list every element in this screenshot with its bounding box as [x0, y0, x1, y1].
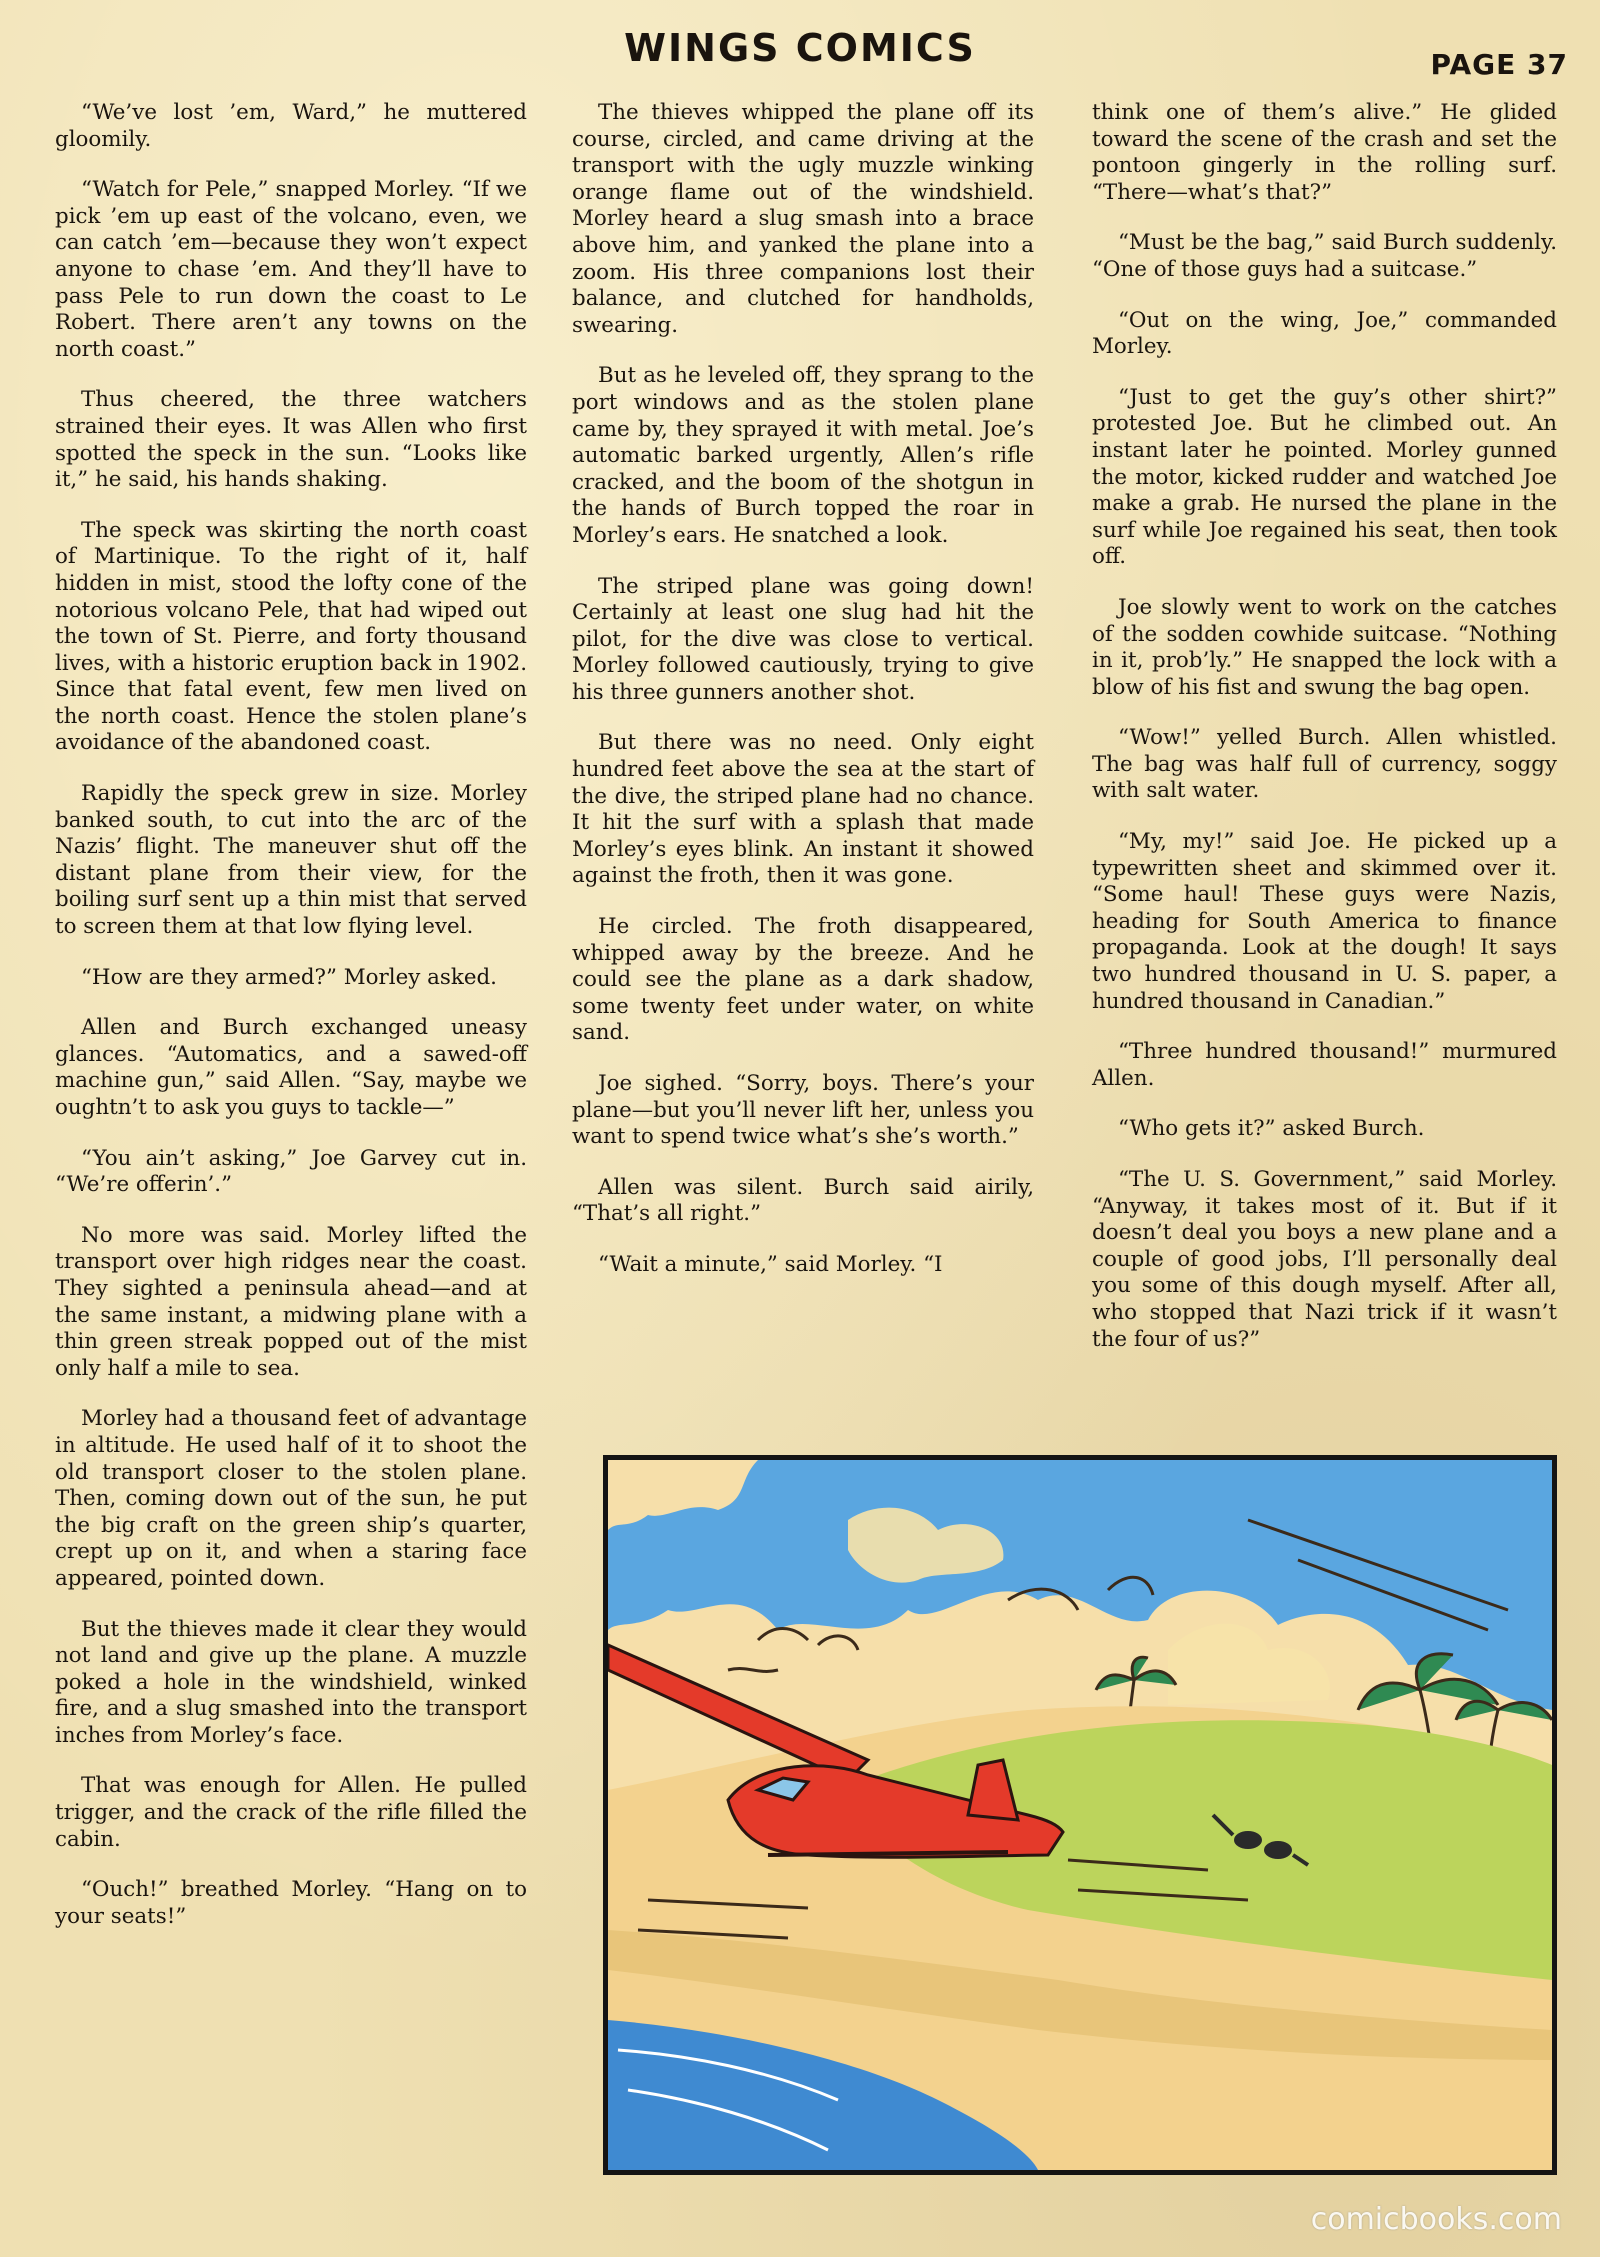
paragraph: “Wait a minute,” said Morley. “I — [598, 1251, 943, 1277]
page-title: WINGS COMICS — [624, 26, 976, 70]
paragraph: But as he leveled off, they sprang to the port windows and as the stolen plane came by, they sprayed it with metal. Joe’s automatic barked urgently, Allen’s rifle cracked, and the boom of the shotgun in the hands of Burch topped the roar in Morley’s ears. He snatched a look. — [572, 363, 1034, 548]
paragraph: Allen was silent. Burch said airily, “That’s all right.” — [572, 1174, 1034, 1227]
paragraph: The speck was skirting the north coast of Martinique. To the right of it, half hidden in mist, stood the lofty cone of the notorious volcano Pele, that had wiped out the town of St. Pierre, and forty thousand lives, with a historic eruption back in 1902. Since that fatal event, few men lived on the north coast. Hence the stolen plane’s avoidance of the abandoned coast. — [55, 517, 527, 756]
page-number: PAGE 37 — [1430, 48, 1568, 81]
paragraph: No more was said. Morley lifted the transport over high ridges near the coast. They sighted a peninsula ahead—and at the same instant, a midwing plane with a thin green streak popped out of the mist only half a mile to sea. — [55, 1222, 527, 1381]
paragraph: “We’ve lost ’em, Ward,” he muttered gloomily. — [55, 100, 527, 152]
paragraph: “Three hundred thousand!” murmured Allen. — [1092, 1039, 1557, 1091]
paragraph: The striped plane was going down! Certainly at least one slug had hit the pilot, for the dive was close to vertical. Morley followed cautiously, trying to give his three gunners another shot. — [572, 573, 1034, 705]
story-illustration-panel — [603, 1455, 1557, 2175]
paragraph: think one of them’s alive.” He glided toward the scene of the crash and set the pontoon gingerly in the rolling surf. “There—what’s that?” — [1092, 100, 1557, 205]
paragraph: “How are they armed?” Morley asked. — [81, 964, 497, 990]
paragraph: Joe sighed. “Sorry, boys. There’s your plane—but you’ll never lift her, unless you want to spend twice what’s she’s worth.” — [572, 1071, 1034, 1150]
paragraph: “Just to get the guy’s other shirt?” protested Joe. But he climbed out. An instant later he pointed. Morley gunned the motor, kicked rudder and watched Joe make a grab. He nursed the plane in the surf while Joe regained his seat, then took off. — [1092, 384, 1557, 570]
paragraph: Rapidly the speck grew in size. Morley banked south, to cut into the arc of the Nazis’ flight. The maneuver shut off the distant plane from their view, for the boiling surf sent up a thin mist that served to screen them at that low flying level. — [55, 781, 527, 940]
paragraph: Morley had a thousand feet of advantage in altitude. He used half of it to shoot the old transport closer to the stolen plane. Then, coming down out of the sun, he put the big craft on the green ship’s quarter, crept up on it, and when a staring face appeared, pointed down. — [55, 1406, 527, 1591]
paragraph: “The U. S. Government,” said Morley. “Anyway, it takes most of it. But if it doesn’t deal you boys a new plane and a couple of good jobs, I’ll personally deal you some of this dough myself. After all, who stopped that Nazi trick if it wasn’t the four of us?” — [1092, 1167, 1557, 1352]
paragraph: “Must be the bag,” said Burch suddenly. “One of those guys had a suitcase.” — [1092, 230, 1557, 282]
paragraph: Allen and Burch exchanged uneasy glances. “Automatics, and a sawed-off machine gun,” said Allen. “Say, maybe we oughtn’t to ask you guys to tackle—” — [55, 1015, 527, 1120]
text-column-1 — [55, 100, 527, 1954]
illustration-artwork — [608, 1460, 1552, 2170]
paragraph: “Out on the wing, Joe,” commanded Morley. — [1092, 307, 1557, 360]
paragraph: “Who gets it?” asked Burch. — [1118, 1116, 1425, 1142]
paragraph: But the thieves made it clear they would not land and give up the plane. A muzzle poked a hole in the windshield, winked fire, and a slug smashed into the transport inches from Morley’s face. — [55, 1616, 527, 1748]
paragraph: Thus cheered, the three watchers strained their eyes. It was Allen who first spotted the speck in the sun. “Looks like it,” he said, his hands shaking. — [55, 387, 527, 493]
text-column-2 — [572, 100, 1034, 1303]
paragraph: The thieves whipped the plane off its course, circled, and came driving at the transport with the ugly muzzle winking orange flame out of the windshield. Morley heard a slug smash into a brace above him, and yanked the plane into a zoom. His three companions lost their balance, and clutched for handholds, swearing. — [572, 100, 1034, 338]
paragraph: “Wow!” yelled Burch. Allen whistled. The bag was half full of currency, soggy with salt water. — [1092, 725, 1557, 804]
paragraph: But there was no need. Only eight hundred feet above the sea at the start of the dive, the striped plane had no chance. It hit the surf with a splash that made Morley’s eyes blink. An instant it showed against the froth, then it was gone. — [572, 730, 1034, 889]
paragraph: That was enough for Allen. He pulled trigger, and the crack of the rifle filled the cabin. — [55, 1773, 527, 1852]
paragraph: He circled. The froth disappeared, whipped away by the breeze. And he could see the plane as a dark shadow, some twenty feet under water, on white sand. — [572, 914, 1034, 1046]
paragraph: “Ouch!” breathed Morley. “Hang on to your seats!” — [55, 1877, 527, 1929]
paragraph: “My, my!” said Joe. He picked up a typewritten sheet and skimmed over it. “Some haul! These guys were Nazis, heading for South America to finance propaganda. Look at the dough! It says two hundred thousand in U. S. paper, a hundred thousand in Canadian.” — [1092, 829, 1557, 1014]
text-column-3 — [1092, 100, 1557, 1377]
paragraph: Joe slowly went to work on the catches of the sodden cowhide suitcase. “Nothing in it, prob’ly.” He snapped the lock with a blow of his fist and swung the bag open. — [1092, 594, 1557, 700]
paragraph: “Watch for Pele,” snapped Morley. “If we pick ’em up east of the volcano, even, we can catch ’em—because they won’t expect anyone to chase ’em. And they’ll have to pass Pele to run down the coast to Le Robert. There aren’t any towns on the north coast.” — [55, 177, 527, 362]
paragraph: “You ain’t asking,” Joe Garvey cut in. “We’re offerin’.” — [55, 1145, 527, 1198]
watermark: comicbooks.com — [1310, 2202, 1562, 2237]
